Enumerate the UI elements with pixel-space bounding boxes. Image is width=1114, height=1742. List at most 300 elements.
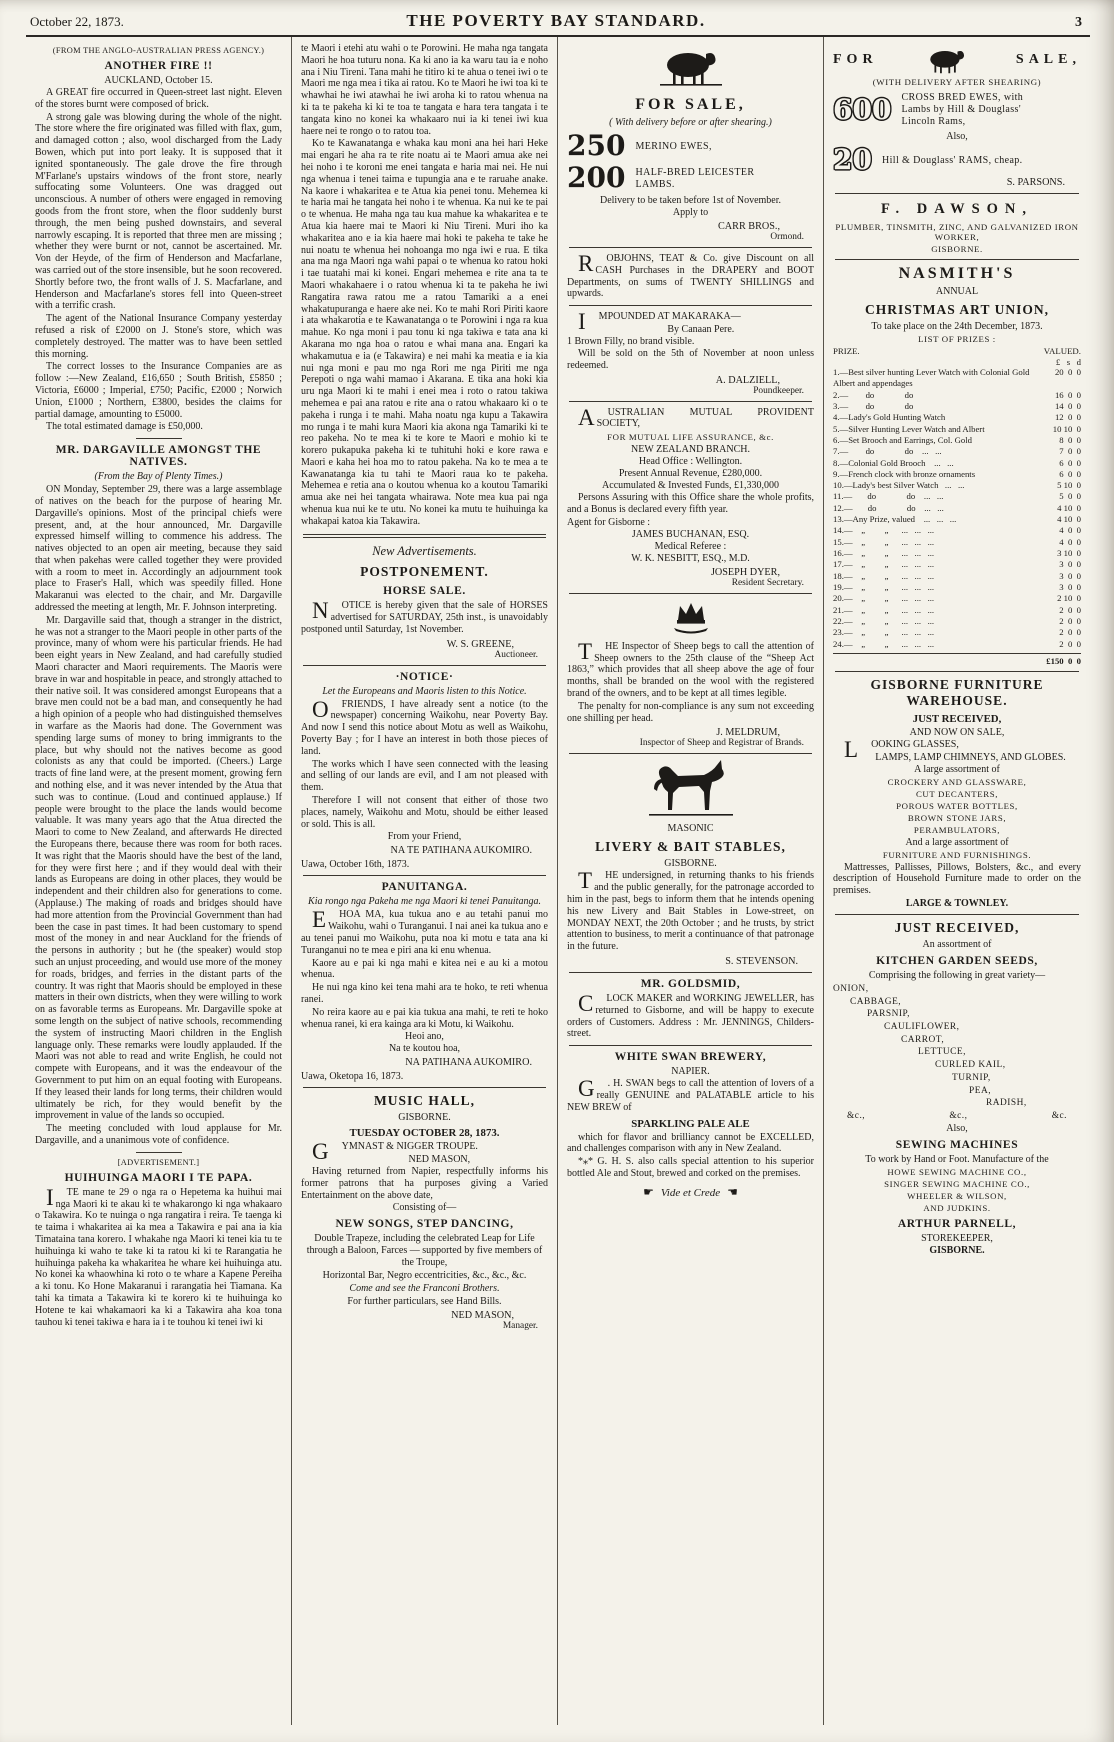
prize-value: 2 0 0 bbox=[1059, 615, 1081, 626]
prize-row bbox=[833, 446, 1081, 457]
headline-large: FOR SALE, bbox=[635, 96, 746, 113]
paragraph bbox=[567, 638, 814, 700]
small-caps-line: POROUS WATER BOTTLES, bbox=[896, 800, 1018, 811]
horse-engraving bbox=[645, 759, 737, 817]
italic-line: Come and see the Franconi Brothers. bbox=[349, 1282, 500, 1294]
dropcap: I bbox=[578, 309, 586, 335]
paragraph-text: MPOUNDED AT MAKARAKA— bbox=[598, 311, 741, 323]
dropcap: N bbox=[312, 598, 329, 624]
prize-label: 14.— „ „ ... ... ... bbox=[833, 525, 935, 536]
paragraph bbox=[35, 484, 282, 614]
paragraph-text: Having returned from Napier, respectfully informs his former patrons that ha purposes giving a Varied Entertainment on the above date, bbox=[301, 1166, 548, 1201]
left-line: Agent for Gisborne : bbox=[567, 516, 651, 528]
paragraph bbox=[567, 1156, 814, 1180]
prize-row bbox=[833, 412, 1081, 423]
kicker: (FROM THE ANGLO-AUSTRALIAN PRESS AGENCY.) bbox=[52, 46, 265, 55]
centered-line: To take place on the 24th December, 1873. bbox=[871, 321, 1043, 332]
headline: CHRISTMAS ART UNION, bbox=[865, 302, 1049, 317]
centered-bold-line: LARGE & TOWNLEY. bbox=[905, 898, 1009, 909]
signature-role: Manager. bbox=[502, 1320, 538, 1331]
small-caps-line: BROWN STONE JARS, bbox=[907, 812, 1007, 823]
prize-row bbox=[833, 616, 1081, 627]
paragraph-text: OOKING GLASSES, bbox=[871, 738, 959, 750]
prize-value: 4 10 0 bbox=[1057, 514, 1081, 525]
paragraph bbox=[567, 253, 814, 300]
prize-row bbox=[833, 582, 1081, 593]
headline: MR. DARGAVILLE AMONGST THE NATIVES. bbox=[55, 444, 262, 469]
prize-row bbox=[833, 559, 1081, 570]
paragraph-text: TE mane te 29 o nga ra o Hepetema ka huihui mai nga Maori ki te akau ki te whakarongo ki nga whakaaro o Takawira. Ko te nuinga o nga rangatira i reira. Te taenga ki te taima i whakaritea ai ka mea a Takawira e pai ana ia kia Timataina tana korero. I whakahe nga Maori ki tenei kia tu te huihuinga ki waho te take ki ta ratou ki ki te Rarangatia he huihuinga pakeha ka whakaritea he whare kei huihuinga atu. No konei ka whaowhina ki roto o te whare a Kapene Pereiha a ki tonu. Ko Hone Makaranui i rarangatia hei Tiamana. Ka tahi ka timata a Takawira ki te korero ki te huihuinga ko Hotene te kai whakamaori ka ki a Takawira aha koa tona tauhou ki tenei takiwa e hara ia i te touhou ki tenei iwi ki bbox=[35, 1186, 282, 1328]
signature-name: S. PARSONS. bbox=[1006, 177, 1065, 188]
italic-line: Kia rongo nga Pakeha me nga Maori ki tenei Panuitanga. bbox=[308, 896, 541, 908]
prize-label: 5.—Silver Hunting Lever Watch and Albert bbox=[833, 423, 985, 434]
centered-line: Comprising the following in great variety— bbox=[868, 970, 1046, 981]
centered-line: From your Friend, bbox=[387, 831, 462, 843]
signature-name: NA PATIHANA AUKOMIRO. bbox=[405, 1057, 532, 1069]
prize-row bbox=[833, 571, 1081, 582]
prize-row bbox=[833, 401, 1081, 412]
prize-row bbox=[833, 367, 1081, 390]
left-line: 1 Brown Filly, no brand visible. bbox=[567, 335, 695, 347]
small-caps-line: AND JUDKINS. bbox=[923, 1202, 991, 1213]
sheep-engraving bbox=[658, 46, 724, 86]
centered-line: Na te koutou hoa, bbox=[388, 1043, 461, 1055]
paragraph-text: Persons Assuring with this Office share the whole profits, and a Bonus is declared every fifth year. bbox=[567, 492, 814, 515]
section-rule bbox=[569, 753, 812, 754]
signature bbox=[301, 639, 548, 660]
paragraph bbox=[567, 701, 814, 725]
stock-desc-line: Lincoln Rams, bbox=[901, 116, 966, 127]
prize-row bbox=[833, 491, 1081, 502]
masthead bbox=[26, 4, 1090, 37]
centered-line: Apply to bbox=[672, 207, 709, 218]
horse-icon bbox=[567, 759, 814, 822]
dropcap: T bbox=[578, 868, 593, 894]
prize-value: 3 0 0 bbox=[1059, 581, 1081, 592]
paragraph-text: . H. SWAN begs to call the attention of lovers of a really GENUINE and PALATABLE article to his NEW BREW of bbox=[567, 1078, 814, 1113]
section-rule bbox=[569, 401, 812, 402]
headline-large: NASMITH'S bbox=[898, 265, 1016, 282]
headline: KITCHEN GARDEN SEEDS, bbox=[876, 955, 1038, 967]
etc-item: &c. bbox=[1051, 1110, 1067, 1121]
seed-item: PARSNIP, bbox=[867, 1009, 910, 1020]
column-container bbox=[26, 37, 1090, 1725]
for-sale-word-right: SALE, bbox=[1015, 52, 1081, 67]
paragraph bbox=[301, 982, 548, 1006]
centered-line: ANNUAL bbox=[935, 286, 979, 297]
dropcap: C bbox=[578, 990, 594, 1016]
stock-count: 200 bbox=[567, 161, 626, 194]
dropcap: R bbox=[578, 251, 594, 276]
prize-row bbox=[833, 548, 1081, 559]
prize-value: 3 0 0 bbox=[1059, 570, 1081, 581]
stock-offer bbox=[567, 129, 814, 162]
prize-label: 12.— do do ... ... bbox=[833, 502, 944, 513]
signature-role: Resident Secretary. bbox=[731, 577, 804, 588]
kicker: [ADVERTISEMENT.] bbox=[117, 1157, 200, 1167]
paragraph-text: OBJOHNS, TEAT & Co. give Discount on all CASH Purchases in the DRAPERY and BOOT Departments, on sums of TWENTY SHILLINGS and upwards. bbox=[567, 253, 814, 300]
paragraph bbox=[301, 759, 548, 794]
paragraph-text: Mattresses, Pallisses, Pillows, Bolsters, &c., and every description of Household Furniture made to order on the premises. bbox=[833, 861, 1081, 897]
prize-value: 14 0 0 bbox=[1054, 400, 1081, 411]
dropcap: G bbox=[578, 1076, 595, 1102]
section-rule bbox=[569, 1045, 812, 1046]
prize-row bbox=[833, 537, 1081, 548]
paragraph-text: Mr. Dargaville said that, though a stranger in the district, he was not a stranger to the Maori people in other parts of the province, many of whom were his particular friends. He had been eight years in New Zealand, and had carefully studied Maori character and Maori requirements. The Maoris were brave in war and hospitable in peace, and strongly attached to their native soil. It was considered amongst Europeans that a brave men could not be a bad man, and consequently he had a high opinion of a people who had distinguished themselves in warfare as the Maoris had done. The Government was spending large sums of money to bring immigrants to the place, but why should not the natives become as good colonists as any that could be imported. (Cheers.) Large tracts of fine land were, at the present moment, growing fern and nothing else, and it was never intended by the Atua that such was to continue. (Loud and continued applause.) If people were brought to the place the lands would become valuable. It was many years ago that the Atua directed the Maori to come to New Zealand, and afterwards He directed the Europeans there, because there was room for both races. It was right that the Maoris should have the best of the land, for they were first here ; and if they would deal with their lands as Europeans are doing in other places, they would be independent and their children also for generations to come. (Applause.) The making of roads and bridges should have had more attention from the Provincial Government than had been the case in past times. It had been customary to spend most of the money in and near Auckland for the friends of the persons in authority ; but he (the speaker) would stop such an unjust proceeding, and would use more of the money for roads, bridges, and ferries in the distant parts of the country. It was right that Maoris should be employed in these matters in their own districts, when they were willing to work on as favorable terms as Europeans. Mr. Dargaville spoke at some length on the subject of native schools, recommending the system of instructing Maori children in the English language only. These remarks were loudly applauded. If the Maori was not able to read and write English, he could not compete with Europeans, and it was the endeavour of the Government to put him on an equal footing with Europeans. If they leased their lands for long terms, their children would ultimately be rich, for they would benefit by the improvement in value of the lands so occupied. bbox=[35, 614, 282, 1122]
prize-row bbox=[833, 605, 1081, 616]
stock-count: 250 bbox=[567, 129, 626, 162]
prize-row bbox=[833, 627, 1081, 638]
paragraph bbox=[35, 1184, 282, 1329]
column-4 bbox=[824, 37, 1090, 1725]
paragraph bbox=[567, 1078, 814, 1113]
etc-line bbox=[833, 1110, 1081, 1121]
currency-header: £ s d bbox=[1055, 357, 1081, 367]
seed-item: CURLED KAIL, bbox=[935, 1060, 1006, 1071]
paragraph bbox=[35, 361, 282, 420]
for-sale-heading bbox=[833, 46, 1081, 74]
paragraph bbox=[301, 958, 548, 982]
stock-desc bbox=[882, 154, 1023, 167]
signature-name: A. DALZIELL, bbox=[715, 374, 780, 386]
prize-label: 10.—Lady's best Silver Watch ... ... bbox=[833, 480, 965, 491]
crown-emblem bbox=[668, 599, 714, 635]
stock-desc-line: Hill & Douglass' RAMS, cheap. bbox=[881, 154, 1023, 166]
paragraph bbox=[301, 600, 548, 635]
prize-row bbox=[833, 469, 1081, 480]
paragraph-text: A strong gale was blowing during the whole of the night. The store where the fire originated was filled with flax, gum, and damaged cotton ; also, wool discharged from the Lady Bowen, which put into port leaky. It is supposed that it ignited spontaneously. The gale drove the fire through M'Farlane's upstairs windows of the front store, nearly suffocating some Volunteers. One was dragged out unconscious. A number of others were engaged in removing goods from the front store, when the floor suddenly burst through, the men being pushed downstairs, and several narrowly escaping. It is reported that three men are missing ; whether they were burnt or not, cannot be ascertained. Mr. Von der Heyde, of the firm of Henderson and Macfarlane, was carried out of the store insensible, but he soon recovered. Shortly before two, the front walls of J. S. Macfarlane, and Henderson and Macfarlane's stores fell into Queen-street with a terrific crash. bbox=[35, 111, 282, 312]
prize-value: 10 10 0 bbox=[1052, 423, 1081, 434]
seed-item: CABBAGE, bbox=[850, 996, 902, 1007]
double-rule bbox=[303, 534, 546, 539]
prize-label: 16.— „ „ ... ... ... bbox=[833, 548, 935, 558]
stock-desc-line: Lambs by Hill & Douglass' bbox=[901, 104, 1022, 115]
seed-item: ONION, bbox=[833, 984, 869, 994]
prize-label: 6.—Set Brooch and Earrings, Col. Gold bbox=[833, 434, 972, 445]
prize-row bbox=[833, 525, 1081, 536]
prize-label: 2.— do do bbox=[833, 389, 914, 400]
headline: PANUITANGA. bbox=[381, 881, 468, 894]
headline: MUSIC HALL, bbox=[373, 1093, 475, 1109]
ornament-rule bbox=[136, 1152, 182, 1153]
subheadline: TUESDAY OCTOBER 28, 1873. bbox=[349, 1127, 500, 1140]
column-1 bbox=[26, 37, 292, 1725]
headline: ·NOTICE· bbox=[395, 670, 454, 683]
paragraph bbox=[301, 43, 548, 137]
section-rule bbox=[835, 193, 1079, 194]
paragraph-text: Will be sold on the 5th of November at noon unless redeemed. bbox=[567, 347, 814, 371]
section-rule bbox=[569, 593, 812, 594]
prize-label: 18.— „ „ ... ... ... bbox=[833, 570, 935, 581]
page-number: 3 bbox=[1075, 15, 1082, 30]
prize-list-header bbox=[833, 346, 1081, 356]
prize-row bbox=[833, 390, 1081, 401]
centered-line: GISBORNE. bbox=[664, 858, 717, 870]
centered-line: Present Annual Revenue, £280,000. bbox=[618, 468, 763, 480]
paragraph-text: The meeting concluded with loud applause for Mr. Dargaville, and a unanimous vote of confidence. bbox=[35, 1123, 282, 1146]
prize-value: 4 10 0 bbox=[1057, 502, 1081, 513]
paragraph bbox=[301, 909, 548, 956]
paragraph-text: Therefore I will not consent that either of those two places, namely, Waikohu and Motu, should be either leased or sold. This is all. bbox=[301, 794, 548, 830]
column-2 bbox=[292, 37, 558, 1725]
seed-item: TURNIP, bbox=[952, 1072, 991, 1083]
section-rule bbox=[835, 914, 1079, 915]
paragraph-text: No reira kaore au e pai kia tukua ana mahi, te reti te hoko whenua ranei, ki era kainga ara ki Motu, ki Waikohu. bbox=[301, 1006, 548, 1030]
paragraph bbox=[35, 313, 282, 360]
headline: ANOTHER FIRE !! bbox=[104, 60, 213, 72]
seed-item: CARROT, bbox=[901, 1034, 945, 1045]
paragraph bbox=[35, 87, 282, 111]
dropcap: E bbox=[312, 907, 327, 933]
centered-line: Medical Referee : bbox=[654, 540, 727, 552]
centered-line: STOREKEEPER, bbox=[921, 1232, 993, 1244]
headline: MR. GOLDSMID, bbox=[640, 977, 741, 990]
paragraph-text: HE Inspector of Sheep begs to call the attention of Sheep owners to the 25th clause of the “Sheep Act 1863,” which provides that all sheep above the age of four months, shall be branded on the wool with the registered brand of the owners, and to be kept at all times legible. bbox=[567, 640, 814, 699]
dropcap: I bbox=[46, 1184, 54, 1210]
section-rule bbox=[569, 305, 812, 306]
section-rule bbox=[569, 972, 812, 973]
paragraph-text: LOCK MAKER and WORKING JEWELLER, has returned to Gisborne, and will be happy to execute orders of Customers. Address : Mr. JENNINGS, Childers-street. bbox=[567, 992, 814, 1040]
paragraph-text: ON Monday, September 29, there was a large assemblage of natives on the beach for the purpose of hearing Mr. Dargaville's opinions. Most of the principal chiefs were present, and, at the hour announced, Mr. Dargaville expressed himself willing to commence his address. The natives objected to an open air meeting, because they said that when pakehas were called together they were provided with a room to meet in. Accordingly an adjournment took place to Fraser's Hall, which was speedily filled. Hone Makaranui was elected to the chair, and Mr. Dargaville addressed the meeting at length, Mr. F. Johnson interpreting. bbox=[35, 484, 282, 614]
stock-desc-line: CROSS BRED EWES, with bbox=[901, 92, 1024, 103]
dropcap: O bbox=[312, 696, 329, 722]
prize-label: 22.— „ „ ... ... ... bbox=[833, 615, 935, 626]
prize-value: 5 10 0 bbox=[1057, 480, 1081, 491]
prize-label: 21.— „ „ ... ... ... bbox=[833, 604, 935, 615]
headline: ARTHUR PARNELL, bbox=[897, 1217, 1017, 1230]
paragraph bbox=[301, 1233, 548, 1268]
paragraph-text: YMNAST & NIGGER TROUPE. bbox=[341, 1141, 478, 1153]
seed-item: CAULIFLOWER, bbox=[884, 1022, 960, 1033]
section-rule bbox=[303, 1087, 546, 1088]
seed-list bbox=[833, 983, 1081, 1121]
centered-line: LAMPS, LAMP CHIMNEYS, AND GLOBES. bbox=[875, 751, 1066, 763]
signature-role: Ormond. bbox=[770, 232, 804, 242]
stock-count: 20 bbox=[833, 143, 872, 176]
headline: HUIHUINGA MAORI I TE PAPA. bbox=[64, 1171, 253, 1184]
signature-name: W. S. GREENE, bbox=[446, 638, 514, 650]
small-caps-line: CUT DECANTERS, bbox=[915, 788, 999, 799]
italic-line: (From the Bay of Plenty Times.) bbox=[94, 471, 223, 483]
ornament-rule bbox=[136, 438, 182, 439]
paragraph bbox=[35, 615, 282, 1122]
centered-bold-line: GISBORNE. bbox=[929, 1244, 985, 1256]
centered-line: Also, bbox=[946, 1122, 968, 1134]
section-rule bbox=[303, 875, 546, 876]
paragraph bbox=[567, 492, 814, 516]
italic-line: ( With delivery before or after shearing.) bbox=[609, 117, 772, 128]
section-rule bbox=[835, 259, 1079, 260]
centered-line: GISBORNE. bbox=[398, 1112, 451, 1124]
paragraph bbox=[301, 1166, 548, 1201]
signature-name: NA TE PATIHANA AUKOMIRO. bbox=[390, 845, 532, 857]
small-caps-line: CROCKERY AND GLASSWARE, bbox=[887, 776, 1027, 787]
column-3 bbox=[558, 37, 824, 1725]
headline-spread: F. DAWSON, bbox=[880, 201, 1034, 217]
prize-value: 2 0 0 bbox=[1059, 604, 1081, 615]
centered-line: MASONIC bbox=[667, 823, 714, 835]
prize-column-header: PRIZE. bbox=[833, 346, 860, 356]
paragraph-text: The works which I have seen connected with the leasing and selling of our lands are evil, and I am not pleased with them. bbox=[301, 758, 548, 794]
small-caps-line: HOWE SEWING MACHINE CO., bbox=[887, 1166, 1027, 1177]
prize-value: 20 0 0 bbox=[1054, 367, 1081, 377]
paragraph-text: Kaore au e pai ki nga mahi e kitea nei e au ki a motou whenua. bbox=[301, 957, 548, 981]
signature bbox=[567, 727, 814, 748]
section-rule bbox=[303, 665, 546, 666]
small-caps-line: LIST OF PRIZES : bbox=[918, 334, 996, 344]
signature-name: J. MELDRUM, bbox=[716, 727, 780, 739]
prize-value: 3 0 0 bbox=[1059, 559, 1081, 570]
prize-row bbox=[833, 639, 1081, 650]
centered-line: And a large assortment of bbox=[905, 836, 1009, 848]
subheadline: JUST RECEIVED, bbox=[912, 712, 1002, 725]
prize-label: 9.—French clock with bronze ornaments bbox=[833, 468, 976, 479]
stock-desc bbox=[635, 166, 754, 191]
prize-label: 15.— „ „ ... ... ... bbox=[833, 536, 935, 547]
prize-label: 3.— do do bbox=[833, 400, 914, 411]
centered-line: AND NOW ON SALE, bbox=[909, 726, 1005, 738]
pointing-hand-icon: ☛ bbox=[643, 1184, 654, 1199]
small-caps-line: SINGER SEWING MACHINE CO., bbox=[884, 1178, 1030, 1189]
paragraph-text: The agent of the National Insurance Company yesterday refused a risk of £2000 on J. Stone's store, which was completely destroyed. The matter was to have been settled this morning. bbox=[35, 313, 282, 360]
signature-role: Poundkeeper. bbox=[753, 385, 804, 396]
prize-row bbox=[833, 503, 1081, 514]
italic-line: Let the Europeans and Maoris listen to this Notice. bbox=[322, 685, 527, 697]
signature bbox=[567, 567, 814, 588]
headline: POSTPONEMENT. bbox=[360, 564, 489, 580]
prize-row bbox=[833, 480, 1081, 491]
prize-value: 6 0 0 bbox=[1059, 457, 1081, 468]
prize-label: 11.— do do ... ... bbox=[833, 491, 944, 502]
centered-line: To work by Hand or Foot. Manufacture of the bbox=[865, 1153, 1049, 1165]
paragraph bbox=[567, 990, 814, 1040]
paragraph-text: The correct losses to the Insurance Companies are as follow :—New Zealand, £16,650 ; South British, £5850 ; Victoria, £6000 ; Imperial, £750; Pacific, £2000 ; Norwich Union, £1000 ; Northern, £3800, besides the claims for partial damage, amounting to £5000. bbox=[35, 361, 282, 420]
centered-line: Heoi ano, bbox=[405, 1031, 444, 1043]
paragraph bbox=[301, 795, 548, 830]
headline: SEWING MACHINES bbox=[895, 1138, 1019, 1151]
signature-name: JOSEPH DYER, bbox=[710, 566, 780, 578]
prize-value: 8 0 0 bbox=[1059, 434, 1081, 445]
paragraph-text: He nui nga kino kei tena mahi ara te hoko, te reti whenua ranei. bbox=[301, 982, 548, 1005]
paragraph-text: *⁎* G. H. S. also calls special attention to his superior bottled Ale and Stout, brewed and corked on the premises. bbox=[567, 1156, 814, 1179]
centered-line: Delivery to be taken before 1st of November. bbox=[599, 195, 782, 206]
sheep-icon bbox=[924, 46, 970, 74]
paragraph-text: FRIENDS, I have already sent a notice (to the newspaper) concerning Waikohu, near Poverty Bay. And now I send this notice about Motu as well as Waikohu, Poverty Bay ; for I have an interest in both those pieces of land. bbox=[301, 698, 548, 757]
centered-line: An assortment of bbox=[922, 939, 992, 950]
prize-label: 24.— „ „ ... ... ... bbox=[833, 638, 935, 649]
centered-line: A large assortment of bbox=[914, 763, 1000, 775]
prize-value: 7 0 0 bbox=[1059, 446, 1081, 457]
stock-desc bbox=[635, 140, 711, 153]
prize-value: 16 0 0 bbox=[1054, 389, 1081, 400]
section-rule bbox=[835, 671, 1079, 672]
small-caps-line: PLUMBER, TINSMITH, ZINC, AND GALVANIZED IRON WORKER, bbox=[835, 222, 1079, 242]
stock-desc bbox=[901, 91, 1023, 128]
paragraph-text: The total estimated damage is £50,000. bbox=[46, 421, 203, 433]
headline: LIVERY & BAIT STABLES, bbox=[595, 839, 786, 855]
signature-name: CARR BROS., bbox=[718, 221, 780, 232]
centered-line: NED MASON, bbox=[408, 1154, 471, 1166]
stock-offer bbox=[567, 161, 814, 194]
prize-value: 4 0 0 bbox=[1059, 525, 1081, 536]
stock-desc-line: HALF-BRED LEICESTER bbox=[635, 166, 755, 178]
prize-label: 19.— „ „ ... ... ... bbox=[833, 581, 935, 592]
paper-title: THE POVERTY BAY STANDARD. bbox=[406, 11, 706, 30]
signature-role: Auctioneer. bbox=[494, 649, 538, 660]
prize-label: 7.— do do ... ... bbox=[833, 446, 942, 457]
headline: WHITE SWAN BREWERY, bbox=[614, 1051, 767, 1064]
prize-row bbox=[833, 424, 1081, 435]
paragraph-text: HOA MA, kua tukua ano e au tetahi panui mo Waikohu, wahi o Turanganui. I nai anei ka tukua ano e au tenei panui mo Waikohu, puta noa ki motu e tata ana ki Turanganui no te mea e piri ana ki enu whenua. bbox=[301, 909, 548, 956]
signature-name: S. STEVENSON. bbox=[725, 955, 798, 967]
paragraph bbox=[833, 862, 1081, 897]
signature-role: Inspector of Sheep and Registrar of Brands. bbox=[639, 738, 804, 749]
paragraph-text: A GREAT fire occurred in Queen-street last night. Eleven of the stores burnt were composed of brick. bbox=[35, 87, 282, 110]
paragraph bbox=[567, 404, 814, 431]
prize-value: 2 0 0 bbox=[1059, 627, 1081, 638]
paragraph bbox=[301, 1007, 548, 1031]
headline: HORSE SALE. bbox=[383, 585, 466, 598]
etc-item: &c., bbox=[847, 1110, 866, 1121]
signature bbox=[567, 221, 814, 242]
signature bbox=[567, 375, 814, 396]
paragraph-text: USTRALIAN MUTUAL PROVIDENT SOCIETY, bbox=[596, 406, 814, 430]
dropcap: G bbox=[312, 1139, 329, 1165]
centered-line: JAMES BUCHANAN, ESQ. bbox=[631, 528, 750, 540]
centered-line: W. K. NESBITT, ESQ., M.D. bbox=[631, 552, 750, 564]
paragraph bbox=[35, 1123, 282, 1147]
paragraph-text: HE undersigned, in returning thanks to his friends and the public generally, for the patronage accorded to him in the past, begs to inform them that he intends opening his new Livery and Bait Stables in Lowe-street, on MONDAY NEXT, the 20th October ; and he trusts, by strict attention to business, to merit a continuance of that patronage in the future. bbox=[567, 870, 814, 953]
stock-offer bbox=[833, 91, 1081, 128]
headline: GISBORNE FURNITURE WAREHOUSE. bbox=[870, 676, 1044, 708]
paragraph-text: OTICE is hereby given that the sale of HORSES advertised for SATURDAY, 25th inst., is unavoidably postponed until Saturday, 1st November. bbox=[301, 600, 548, 635]
prize-label: 8.—Colonial Gold Brooch ... ... bbox=[833, 457, 954, 468]
prize-value: 12 0 0 bbox=[1054, 412, 1081, 423]
dropcap: L bbox=[844, 736, 859, 762]
prize-total: £150 0 0 bbox=[833, 653, 1081, 666]
paragraph-text: te Maori i etehi atu wahi o te Porowini. He maha nga tangata Maori he hoa tuturu nona. Ka ki ano ia ka waru tau ia e noho ana i Niu Tireni. Tana mahi he titiro ki te ahua o tenei iwi o te Maori me nga mea i tika ai ratou. Ko te Maori he iwi toa ki te whawhai he iwi atawhai he iwi aroha ki to ratou whenua na ki ta te pakeha ki ki te toa te tangata e hara tera tangata i te tangata kino no konei ka whakaaro nui ia ki tenei iwi kua haere nei te rongo o to ratou toa. bbox=[301, 43, 548, 137]
dropcap: A bbox=[578, 404, 595, 430]
section-heading: New Advertisements. bbox=[372, 544, 477, 559]
prize-value: 3 10 0 bbox=[1057, 548, 1081, 558]
centered-line: Also, bbox=[946, 131, 968, 142]
left-line: Uawa, October 16th, 1873. bbox=[301, 859, 410, 871]
paragraph-text: which for flavor and brilliancy cannot be EXCELLED, and challenges comparison with any in New Zealand. bbox=[567, 1131, 814, 1155]
dropcap: T bbox=[578, 638, 593, 664]
small-caps-line: WHEELER & WILSON, bbox=[907, 1190, 1007, 1201]
centered-line: Consisting of— bbox=[392, 1202, 457, 1214]
prize-label: 20.— „ „ ... ... ... bbox=[833, 593, 935, 604]
centered-line: By Canaan Pere. bbox=[667, 323, 735, 335]
subheadline: SPARKLING PALE ALE bbox=[631, 1117, 750, 1130]
stock-desc-line: LAMBS. bbox=[635, 178, 675, 190]
small-caps-line: FOR MUTUAL LIFE ASSURANCE, &c. bbox=[607, 432, 774, 443]
paragraph bbox=[567, 348, 814, 372]
seed-item: LETTUCE, bbox=[918, 1047, 967, 1058]
paragraph bbox=[35, 421, 282, 433]
centered-line: Accumulated & Invested Funds, £1,330,000 bbox=[602, 480, 779, 492]
signature bbox=[301, 1310, 548, 1331]
centered-line: Head Office : Wellington. bbox=[638, 456, 743, 468]
centered-line: Horizontal Bar, Negro eccentricities, &c., &c., &c. bbox=[322, 1269, 527, 1281]
sheep-icon bbox=[924, 46, 970, 74]
vide-et-crede-text: Vide et Crede bbox=[660, 1186, 721, 1199]
paragraph bbox=[567, 1132, 814, 1156]
paragraph bbox=[567, 870, 814, 953]
stock-count: 600 bbox=[833, 92, 892, 126]
centered-line: NAPIER. bbox=[671, 1066, 710, 1078]
prize-row bbox=[833, 435, 1081, 446]
